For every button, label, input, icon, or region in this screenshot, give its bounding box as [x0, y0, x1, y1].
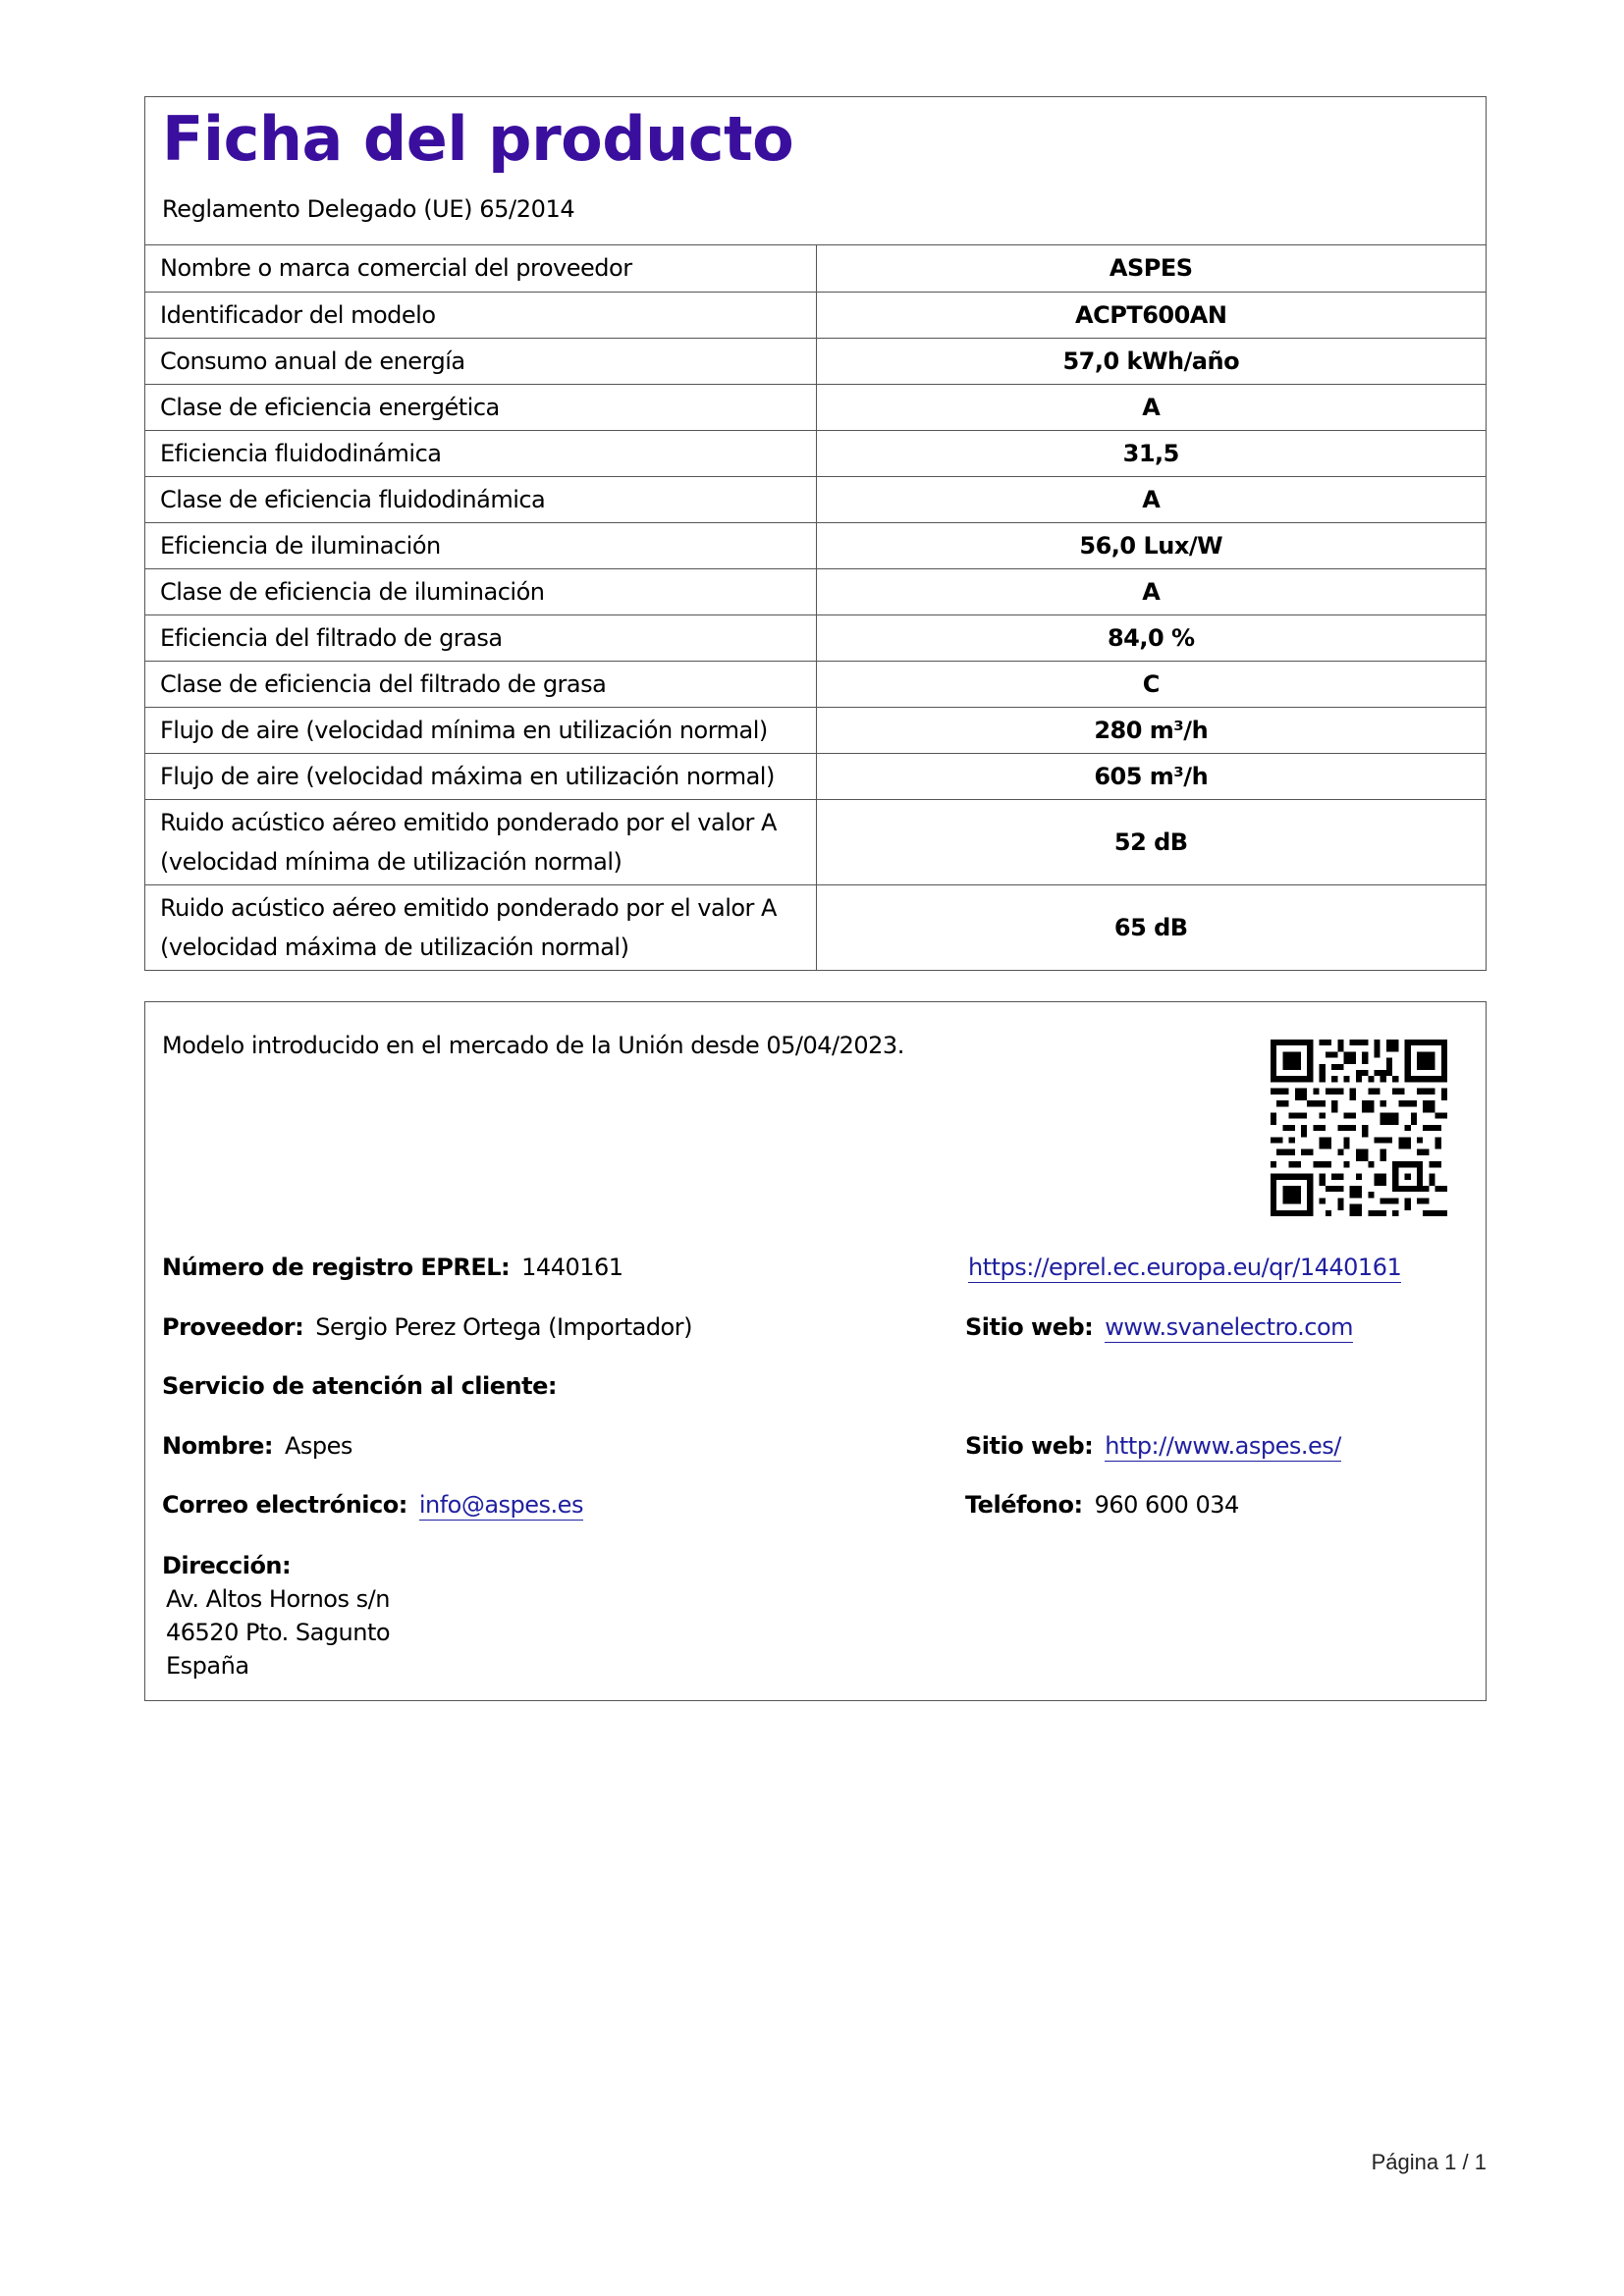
spec-label: Flujo de aire (velocidad mínima en utilización normal): [145, 707, 816, 753]
spec-label: Eficiencia de iluminación: [145, 522, 816, 568]
spec-value: 31,5: [816, 430, 1486, 476]
supplier-web-link[interactable]: www.svanelectro.com: [1105, 1313, 1354, 1341]
spec-label-line: Ruido acústico aéreo emitido ponderado por el valor A: [160, 808, 777, 836]
supplier-info-box: [144, 1001, 1487, 1701]
eprel-number: 1440161: [521, 1254, 623, 1281]
table-row: [145, 338, 1486, 384]
supplier-web-label: Sitio web:: [965, 1313, 1094, 1341]
spec-label: Clase de eficiencia del filtrado de grasa: [145, 661, 816, 707]
supplier-name: Sergio Perez Ortega (Importador): [315, 1313, 692, 1341]
spec-label: [145, 799, 816, 884]
market-intro-text: Modelo introducido en el mercado de la Unión desde 05/04/2023.: [162, 1032, 904, 1059]
table-row: [145, 522, 1486, 568]
specs-table: [145, 245, 1486, 970]
spec-label: Nombre o marca comercial del proveedor: [145, 245, 816, 292]
spec-value: 56,0 Lux/W: [816, 522, 1486, 568]
eprel-link[interactable]: https://eprel.ec.europa.eu/qr/1440161: [968, 1254, 1402, 1281]
sheet-header: [145, 97, 1486, 245]
spec-label: Identificador del modelo: [145, 292, 816, 338]
table-row: [145, 430, 1486, 476]
spec-label-line: (velocidad mínima de utilización normal): [160, 847, 623, 876]
phone-label: Teléfono:: [965, 1491, 1083, 1519]
spec-value: 605 m³/h: [816, 753, 1486, 799]
spec-label: Clase de eficiencia energética: [145, 384, 816, 430]
spec-label: Flujo de aire (velocidad máxima en utilización normal): [145, 753, 816, 799]
service-web-label: Sitio web:: [965, 1432, 1094, 1460]
spec-value: 84,0 %: [816, 614, 1486, 661]
email-label: Correo electrónico:: [162, 1491, 407, 1519]
spec-label: Consumo anual de energía: [145, 338, 816, 384]
supplier-web-row: [965, 1312, 1353, 1342]
spec-label: Eficiencia fluidodinámica: [145, 430, 816, 476]
table-row: [145, 568, 1486, 614]
spec-label: [145, 884, 816, 970]
eprel-link-row: [968, 1253, 1401, 1282]
supplier-label: Proveedor:: [162, 1313, 304, 1341]
service-name: Aspes: [284, 1432, 352, 1460]
table-row: [145, 661, 1486, 707]
address-line: España: [166, 1652, 249, 1680]
eprel-label: Número de registro EPREL:: [162, 1254, 511, 1281]
spec-value: 65 dB: [1113, 913, 1188, 941]
qr-code-icon[interactable]: [1271, 1040, 1447, 1216]
table-row: [145, 884, 1486, 970]
phone-number: 960 600 034: [1094, 1491, 1239, 1519]
table-row: [145, 614, 1486, 661]
spec-label-line: Ruido acústico aéreo emitido ponderado por el valor A: [160, 893, 777, 922]
service-name-row: [162, 1431, 352, 1461]
spec-label: Eficiencia del filtrado de grasa: [145, 614, 816, 661]
email-row: [162, 1490, 583, 1520]
spec-value: A: [816, 384, 1486, 430]
table-row: [145, 292, 1486, 338]
service-web-row: [965, 1431, 1341, 1461]
spec-label-line: (velocidad máxima de utilización normal): [160, 933, 629, 961]
page-title: Ficha del producto: [162, 103, 794, 175]
spec-value: 57,0 kWh/año: [816, 338, 1486, 384]
spec-value: 52 dB: [816, 799, 1486, 884]
spec-label: Clase de eficiencia fluidodinámica: [145, 476, 816, 522]
email-link[interactable]: info@aspes.es: [418, 1491, 583, 1519]
address-label: Dirección:: [162, 1552, 292, 1579]
address-line: 46520 Pto. Sagunto: [166, 1619, 391, 1646]
phone-row: [965, 1490, 1239, 1520]
spec-value: ASPES: [816, 245, 1486, 292]
eprel-row: [162, 1253, 623, 1282]
service-heading-row: [162, 1371, 568, 1401]
spec-value: ACPT600AN: [816, 292, 1486, 338]
product-sheet: [144, 96, 1487, 971]
service-name-label: Nombre:: [162, 1432, 273, 1460]
supplier-row: [162, 1312, 692, 1342]
regulation-subtitle: Reglamento Delegado (UE) 65/2014: [162, 195, 575, 223]
table-row: [145, 799, 1486, 884]
table-row: [145, 476, 1486, 522]
address-line: Av. Altos Hornos s/n: [166, 1585, 390, 1613]
table-row: [145, 707, 1486, 753]
spec-value: A: [816, 476, 1486, 522]
service-web-link[interactable]: http://www.aspes.es/: [1105, 1432, 1341, 1460]
table-row: [145, 753, 1486, 799]
spec-value: C: [816, 661, 1486, 707]
page-number: Página 1 / 1: [1371, 2150, 1487, 2174]
spec-value: 280 m³/h: [816, 707, 1486, 753]
address-row: [162, 1551, 302, 1580]
spec-value: A: [816, 568, 1486, 614]
table-row: [145, 245, 1486, 292]
table-row: [145, 384, 1486, 430]
spec-label: Clase de eficiencia de iluminación: [145, 568, 816, 614]
service-heading: Servicio de atención al cliente:: [162, 1372, 557, 1400]
